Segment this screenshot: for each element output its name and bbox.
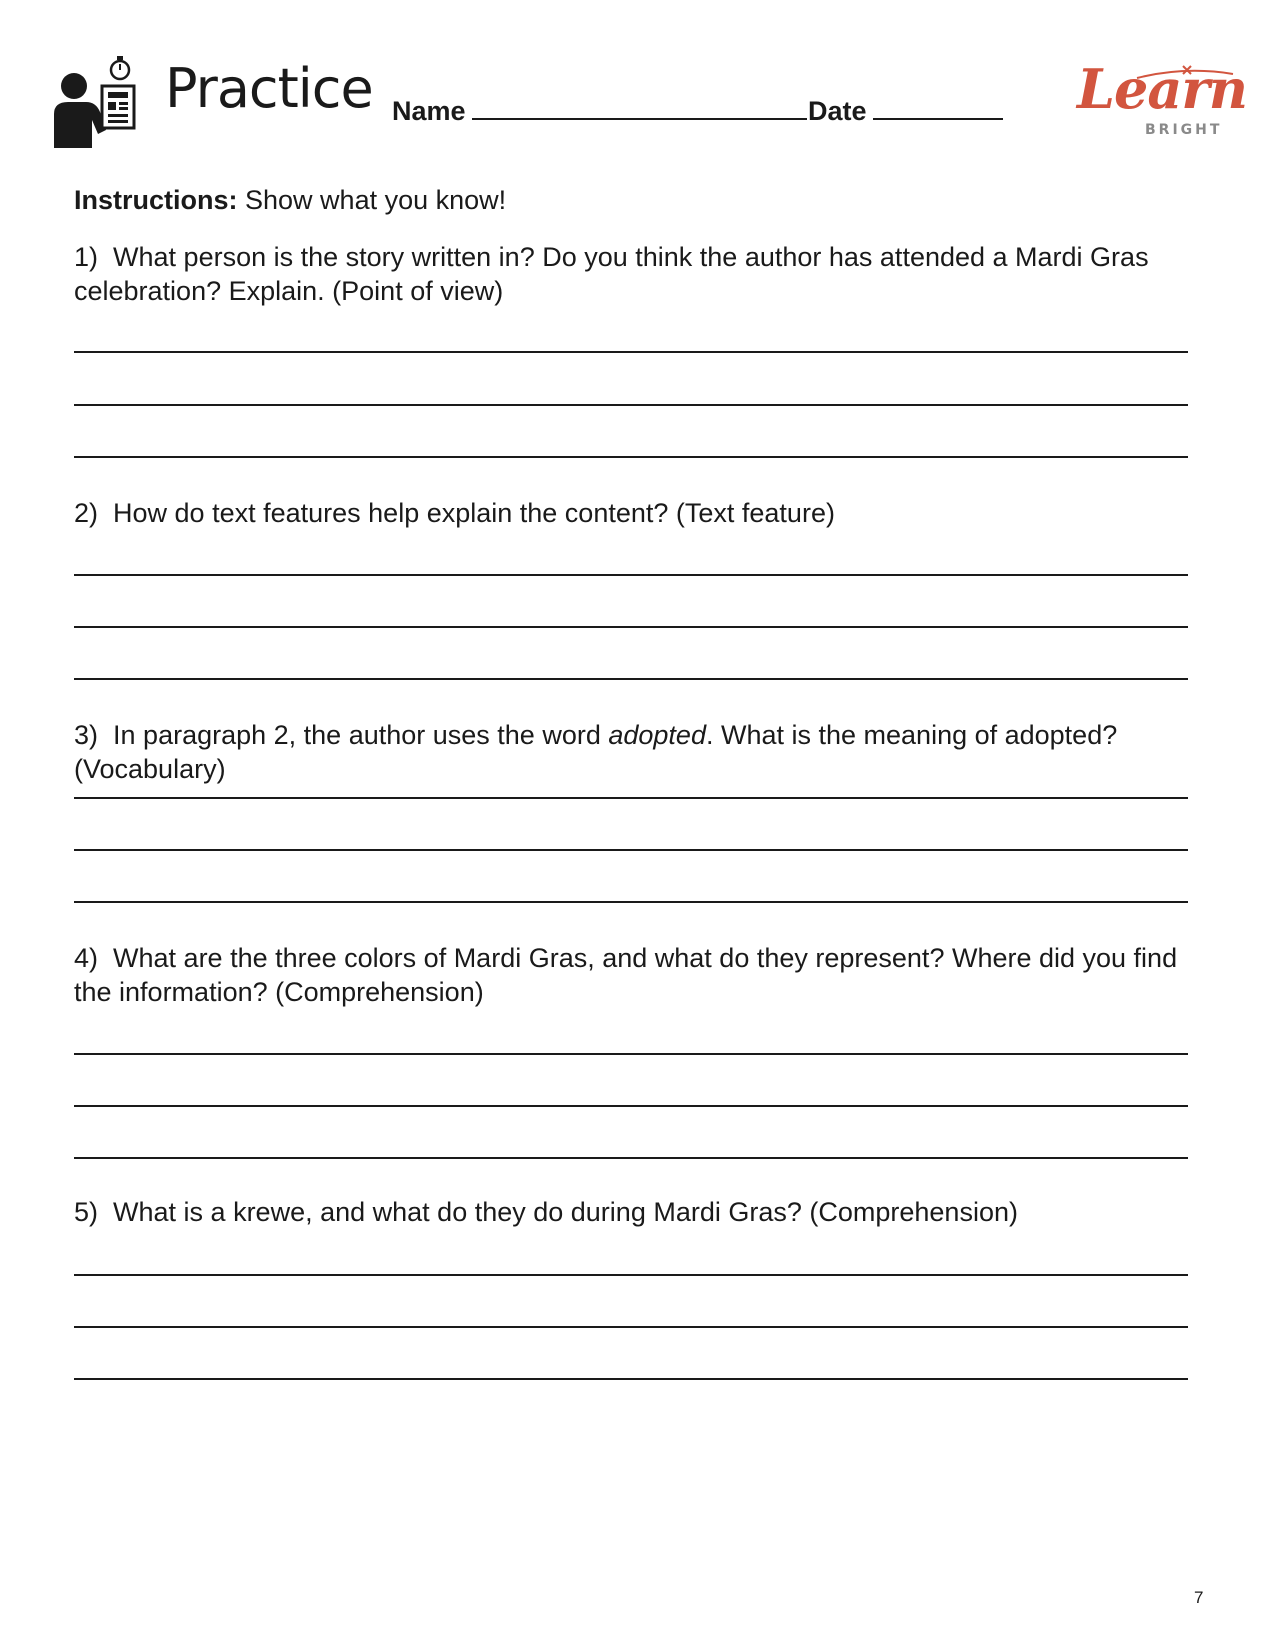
- question-number: 3): [74, 720, 99, 750]
- logo-wordmark: Learn: [1077, 57, 1248, 121]
- answer-line[interactable]: [74, 1378, 1188, 1380]
- question-2: [74, 496, 1204, 530]
- name-label: Name: [392, 96, 466, 126]
- question-text: What are the three colors of Mardi Gras, and what do they represent? Where did you find the information? (Comprehension): [74, 943, 1178, 1007]
- question-5: [74, 1195, 1204, 1229]
- page-title: Practice: [165, 57, 373, 120]
- question-number: 1): [74, 242, 99, 272]
- practice-person-icon: [52, 52, 142, 156]
- question-text-after: . What is the meaning of adopted? (Vocabulary): [74, 720, 1118, 784]
- question-text: What is a krewe, and what do they do during Mardi Gras? (Comprehension): [113, 1197, 1018, 1227]
- question-4: [74, 941, 1204, 1009]
- logo-subtitle: BRIGHT: [1145, 122, 1223, 138]
- answer-line[interactable]: [74, 626, 1188, 628]
- answer-line[interactable]: [74, 901, 1188, 903]
- learn-bright-logo: [1075, 57, 1248, 142]
- question-text: What person is the story written in? Do you think the author has attended a Mardi Gras celebration? Explain. (Point of view): [74, 242, 1149, 306]
- name-field[interactable]: [392, 96, 807, 127]
- question-text: How do text features help explain the content? (Text feature): [113, 498, 835, 528]
- question-1: [74, 240, 1204, 308]
- answer-line[interactable]: [74, 678, 1188, 680]
- answer-line[interactable]: [74, 351, 1188, 353]
- name-blank-line[interactable]: [472, 98, 807, 120]
- question-italic-word: adopted: [608, 720, 706, 750]
- answer-line[interactable]: [74, 1326, 1188, 1328]
- question-3: [74, 718, 1204, 786]
- instructions: [74, 183, 506, 217]
- instructions-text: Show what you know!: [237, 185, 507, 215]
- date-label: Date: [808, 96, 867, 126]
- date-blank-line[interactable]: [873, 98, 1003, 120]
- page-number: 7: [1194, 1588, 1204, 1607]
- answer-line[interactable]: [74, 1053, 1188, 1055]
- answer-line[interactable]: [74, 574, 1188, 576]
- instructions-label: Instructions:: [74, 185, 238, 215]
- answer-line[interactable]: [74, 1274, 1188, 1276]
- answer-line[interactable]: [74, 1105, 1188, 1107]
- question-text-before: In paragraph 2, the author uses the word: [113, 720, 609, 750]
- question-number: 4): [74, 943, 99, 973]
- date-field[interactable]: [808, 96, 1003, 127]
- answer-line[interactable]: [74, 404, 1188, 406]
- answer-line[interactable]: [74, 1157, 1188, 1159]
- answer-line[interactable]: [74, 797, 1188, 799]
- answer-line[interactable]: [74, 849, 1188, 851]
- question-number: 5): [74, 1197, 99, 1227]
- answer-line[interactable]: [74, 456, 1188, 458]
- question-number: 2): [74, 498, 99, 528]
